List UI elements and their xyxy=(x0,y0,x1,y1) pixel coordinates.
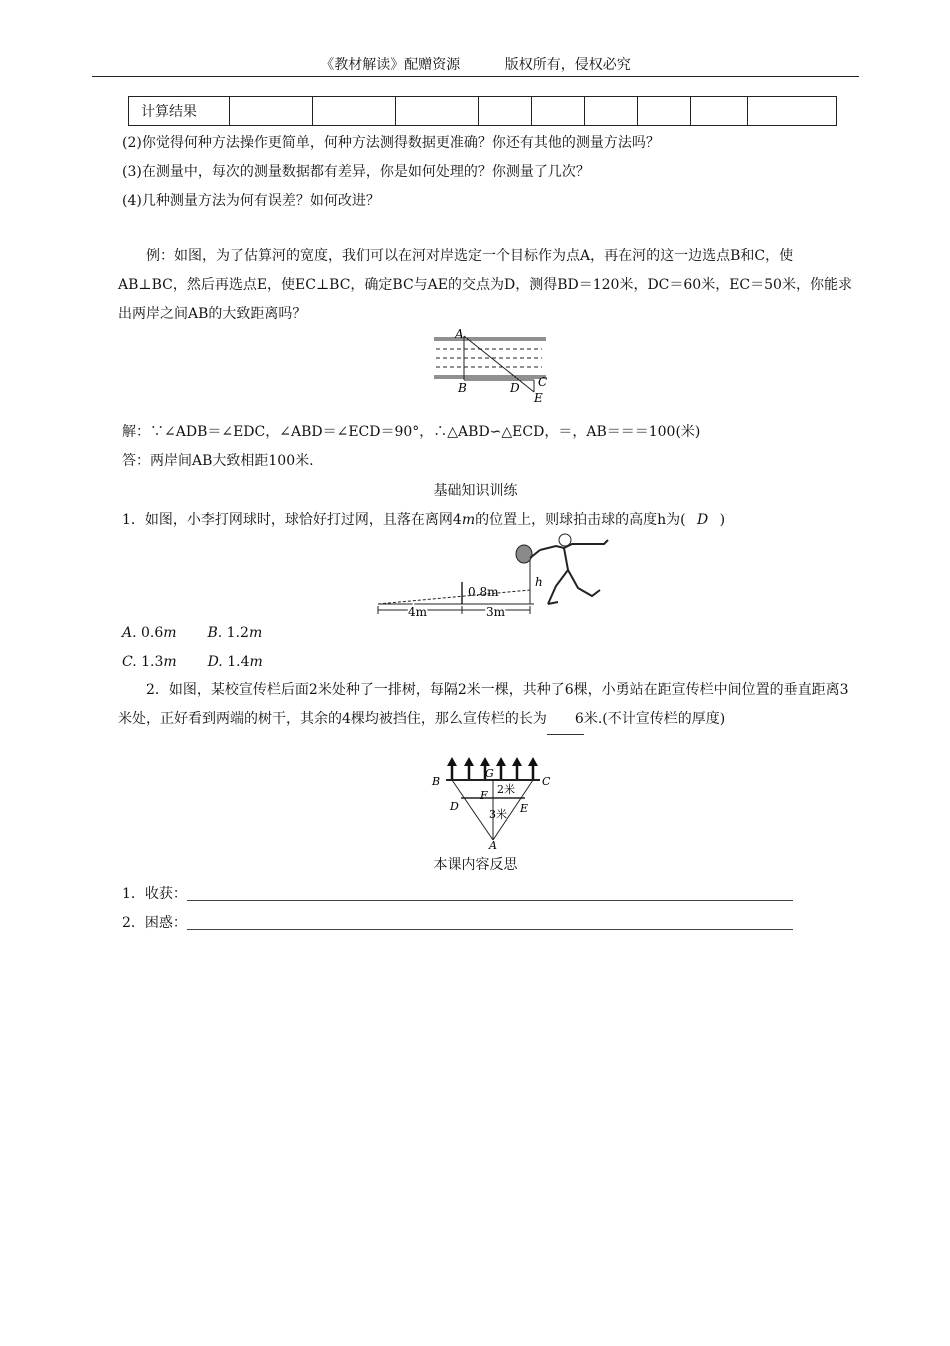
q1-stem xyxy=(122,509,725,529)
table-row xyxy=(129,97,837,126)
label-a: A xyxy=(455,327,464,341)
q1-options-row-2 xyxy=(122,654,263,670)
table-cell xyxy=(691,97,748,126)
reflection-gain-num: 1． xyxy=(122,886,145,902)
example-solution: 解：∵∠ADB＝∠EDC，∠ABD＝∠ECD＝90°，∴△ABD∽△ECD，＝，AB＝＝＝100(米) xyxy=(122,424,701,440)
example-text: 例：如图，为了估算河的宽度，我们可以在河对岸选定一个目标作为点A，再在河的这一边选点B和C，使AB⊥BC，然后再选点E，使EC⊥BC，确定BC与AE的交点为D，测得BD＝120米，DC＝60米，EC＝50米，你能求出两岸之间AB的大致距离吗？ xyxy=(118,248,852,322)
q1-text-before: 如图，小李打网球时，球恰好打过网，且落在离网4 xyxy=(144,512,462,528)
example-answer: 答：两岸间AB大致相距100米. xyxy=(122,453,314,469)
reflection-gain-label: 收获： xyxy=(144,886,187,902)
reflection-title: 本课内容反思 xyxy=(433,857,518,873)
q2-text-before: 如图，某校宣传栏后面2米处种了一排树，每隔2米一棵，共种了6棵，小勇站在距宣传栏中间位置的垂直距离3米处，正好看到两端的树干，其余的4棵均被挡住，那么宣传栏的长为 xyxy=(118,682,849,727)
option-a-unit: m xyxy=(163,625,177,641)
option-c-unit: m xyxy=(163,654,177,670)
label-e: E xyxy=(534,391,543,405)
reflection-confusion xyxy=(122,912,793,932)
label-d: D xyxy=(510,381,520,395)
option-c-value: 1.3 xyxy=(141,654,164,670)
q1-options-row-1 xyxy=(122,625,262,641)
tennis-figure xyxy=(372,530,612,625)
q1-text-after: 的位置上，则球拍击球的高度h为( xyxy=(475,512,686,528)
river-figure xyxy=(428,326,558,406)
question-2: (2)你觉得何种方法操作更简单，何种方法测得数据更准确？你还有其他的测量方法吗？ xyxy=(122,135,660,151)
segment-ae xyxy=(464,336,534,392)
table-cell xyxy=(532,97,585,126)
label-3m: 3m xyxy=(486,605,506,619)
label-e: E xyxy=(520,802,529,815)
question-3: (3)在测量中，每次的测量数据都有差异，你是如何处理的？你测量了几次？ xyxy=(122,164,590,180)
header-source: 《教材解读》配赠资源 xyxy=(320,57,461,73)
reflection-confusion-label: 困惑： xyxy=(144,915,187,931)
label-2m: 2米 xyxy=(497,783,515,796)
label-c: C xyxy=(538,375,548,389)
label-b: B xyxy=(432,775,441,788)
label-c: C xyxy=(542,775,551,788)
page-header xyxy=(92,54,859,77)
q1-close: ) xyxy=(719,512,726,528)
option-d-value: 1.4 xyxy=(227,654,250,670)
calc-result-table xyxy=(128,96,837,126)
table-cell xyxy=(638,97,691,126)
option-a-value: 0.6 xyxy=(141,625,164,641)
reflection-gain-blank[interactable] xyxy=(187,886,793,901)
header-copyright: 版权所有，侵权必究 xyxy=(504,57,631,73)
q1-number: 1． xyxy=(122,512,145,528)
option-d-letter: D. xyxy=(207,654,223,670)
label-g: G xyxy=(485,767,494,780)
racket xyxy=(516,545,532,563)
question-4: (4)几种测量方法为何有误差？如何改进？ xyxy=(122,193,380,209)
table-cell xyxy=(230,97,313,126)
label-4m: 4m xyxy=(408,605,428,619)
q2-text-after: 米.(不计宣传栏的厚度) xyxy=(583,711,726,727)
label-net-height: 0.8m xyxy=(468,585,499,599)
ball-trajectory xyxy=(378,590,530,604)
q1-answer: D xyxy=(696,512,709,528)
option-b-unit: m xyxy=(248,625,263,641)
q2-answer: 6 xyxy=(547,705,584,735)
label-d: D xyxy=(450,800,459,813)
label-3m: 3米 xyxy=(489,808,507,821)
q1-unit: m xyxy=(461,512,476,528)
section-title: 基础知识训练 xyxy=(433,483,518,499)
table-cell xyxy=(585,97,638,126)
option-b-value: 1.2 xyxy=(226,625,249,641)
label-h: h xyxy=(535,575,543,589)
option-a-letter: A. xyxy=(122,625,137,641)
reflection-gain xyxy=(122,883,793,903)
reflection-confusion-num: 2． xyxy=(122,915,145,931)
table-cell xyxy=(479,97,532,126)
table-cell xyxy=(748,97,837,126)
label-b: B xyxy=(458,381,467,395)
table-cell xyxy=(396,97,479,126)
billboard-figure xyxy=(428,756,558,850)
reflection-confusion-blank[interactable] xyxy=(187,915,793,930)
option-d-unit: m xyxy=(249,654,263,670)
label-a: A xyxy=(489,839,497,850)
table-label-cell: 计算结果 xyxy=(129,97,230,126)
option-c-letter: C. xyxy=(122,654,137,670)
label-f: F xyxy=(480,789,488,802)
table-cell xyxy=(313,97,396,126)
q2-number: 2． xyxy=(146,682,169,698)
q2-stem xyxy=(118,676,860,735)
option-b-letter: B. xyxy=(207,625,223,641)
